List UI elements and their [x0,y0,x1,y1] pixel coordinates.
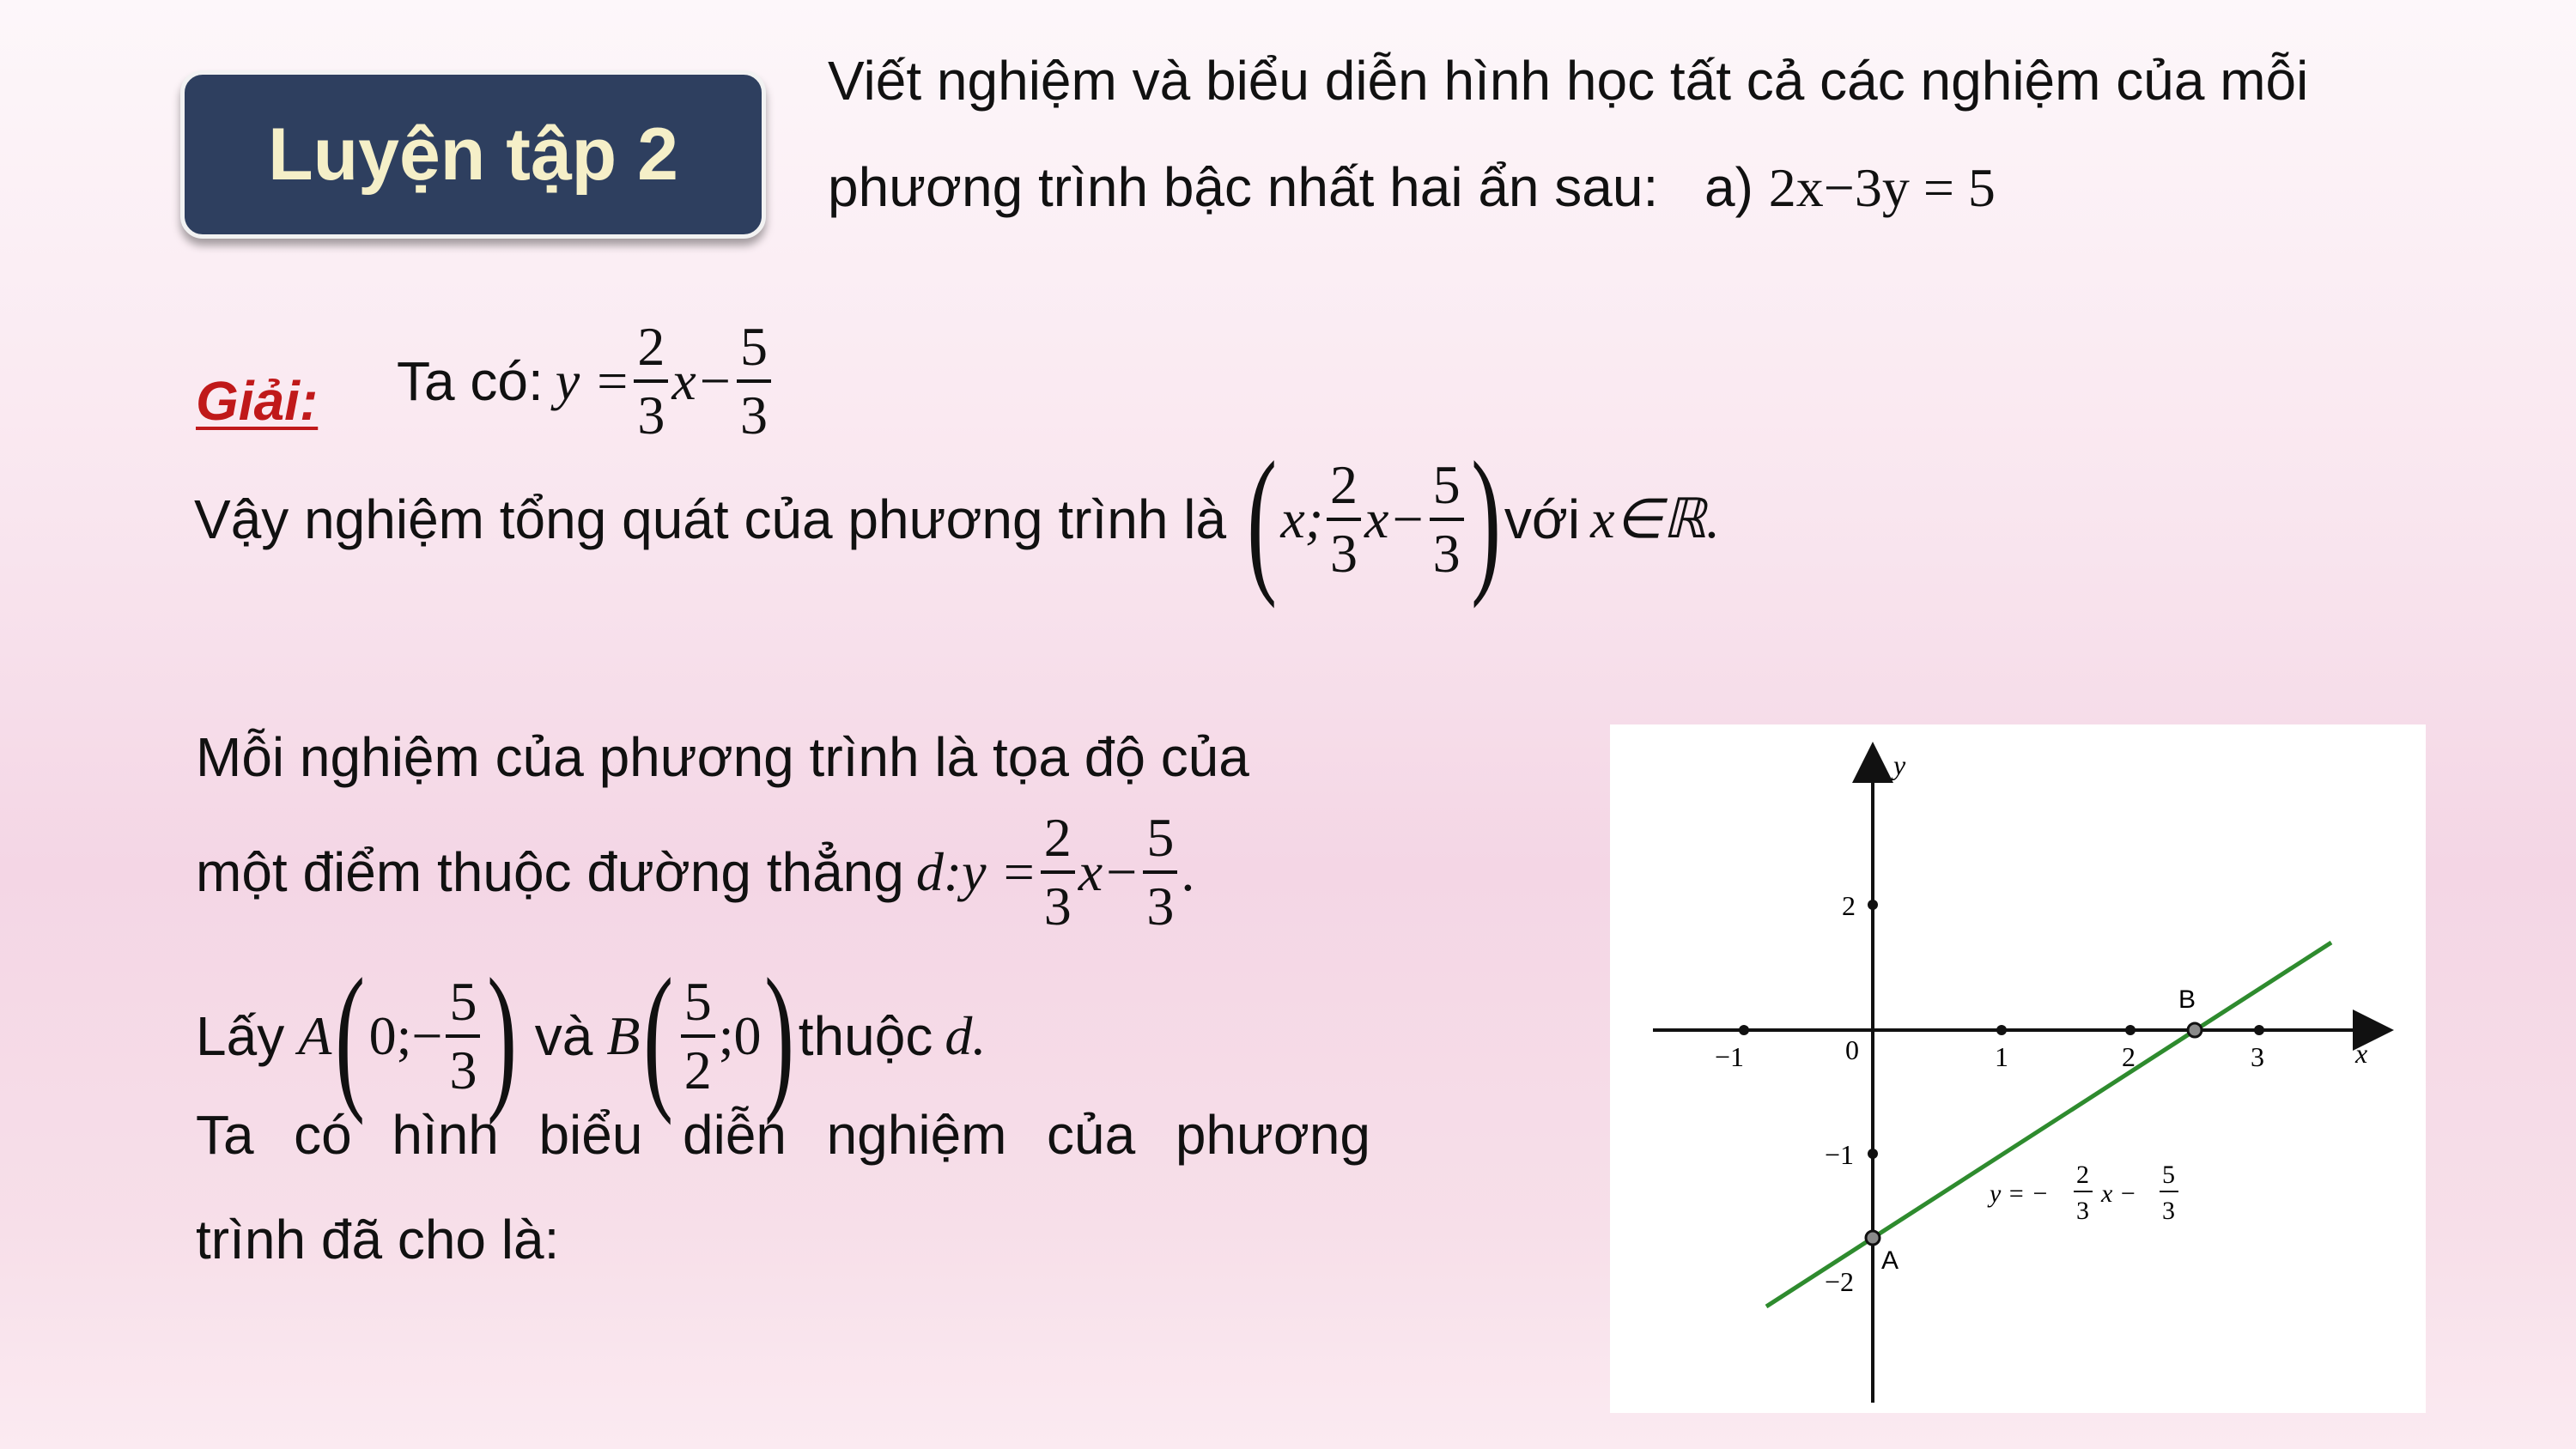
line-d-label [1987,1161,2178,1225]
fraction-denominator: 3 [637,385,665,446]
point-b-label: B [2178,985,2196,1014]
fraction-numerator: 5 [681,974,715,1038]
x-tick-label: 2 [2122,1041,2136,1072]
point-b-marker [2188,1023,2202,1037]
fraction-numerator: 2 [634,319,668,383]
prompt-equation: 2x−3y = 5 [1768,157,1996,218]
line-label-frac1-num: 2 [2076,1161,2089,1189]
y-tick-label: −2 [1825,1266,1855,1297]
prompt-line-1: Viết nghiệm và biểu diễn hình học tất cả các nghiệm của mỗi [828,50,2309,112]
general-open: x; [1280,488,1324,549]
fraction-five-thirds [1430,454,1464,584]
fraction-five-halves [681,971,715,1100]
explanation-line-3 [196,946,987,1126]
graph-svg [1610,724,2426,1413]
point-a-label: A [1881,1246,1899,1275]
open-paren: ( [335,946,366,1126]
lesson-title-badge [180,70,766,239]
close-paren: ) [764,946,795,1126]
explanation-line-1: Mỗi nghiệm của phương trình là tọa độ của [196,726,1249,788]
x-axis-label: x [2355,1038,2368,1069]
point-b-name: B [606,1005,641,1066]
x-tick-dot [1739,1025,1749,1035]
line-label-frac1-den: 3 [2076,1197,2089,1225]
x-tick-dot [2125,1025,2136,1035]
general-domain: x∈ℝ. [1590,488,1720,549]
general-solution-line [194,429,1720,609]
fraction-numerator: 5 [737,319,771,383]
fraction-denominator: 3 [1432,523,1461,584]
y-tick-dot [1868,900,1878,910]
x-tick-dot [2254,1025,2264,1035]
solution-label: Giải: [196,370,319,432]
explanation-line-2-text: một điểm thuộc đường thẳng [196,841,904,903]
x-minus: x− [671,350,733,411]
fraction-two-thirds [1041,807,1075,937]
line-label-prefix: y = − [1990,1179,2049,1208]
y-tick-label: −1 [1825,1139,1855,1170]
x-tick-label: −1 [1715,1041,1745,1072]
y-tick-dot [1868,1149,1878,1159]
general-solution-text: Vậy nghiệm tổng quát của phương trình là [194,488,1227,550]
line-label-x: x − [2101,1179,2137,1208]
take-text: Lấy [196,1005,285,1067]
prompt-line-2-text: phương trình bậc nhất hai ẩn sau: [828,156,1659,218]
lesson-title: Luyện tập 2 [268,112,678,196]
fraction-denominator: 3 [1330,523,1358,584]
general-x-minus: x− [1364,488,1426,549]
fraction-five-thirds [446,971,480,1100]
line-label-frac2-den: 3 [2162,1197,2175,1225]
line-d-period: . [1181,841,1195,902]
fraction-denominator: 3 [739,385,768,446]
line-d-x-minus: x− [1078,841,1140,902]
fraction-numerator: 5 [446,974,480,1038]
solution-ta-co [397,316,775,446]
fraction-denominator: 2 [683,1040,712,1100]
prompt-part-label: a) [1704,156,1753,218]
fraction-numerator: 5 [1430,458,1464,521]
and-text: và [534,1005,593,1067]
fraction-numerator: 5 [1143,810,1177,874]
fraction-numerator: 2 [1327,458,1361,521]
ta-co-text: Ta có: [397,350,544,412]
fraction-two-thirds [1327,454,1361,584]
y-equals: y = [555,350,631,411]
point-b-coord-end: ;0 [718,1005,762,1066]
x-tick-label: 3 [2251,1041,2264,1072]
line-label-frac2-num: 5 [2162,1161,2175,1189]
solution-graph [1610,724,2426,1413]
line-d-name: d. [945,1005,987,1066]
fraction-denominator: 3 [1043,876,1072,937]
explanation-line-2 [196,807,1195,937]
close-paren: ) [1470,429,1501,609]
y-tick-label: 2 [1842,890,1856,921]
fraction-numerator: 2 [1041,810,1075,874]
close-paren: ) [487,946,518,1126]
point-a-coord-start: 0;− [368,1005,443,1066]
explanation-line-4: Ta có hình biểu diễn nghiệm của phương [196,1104,1370,1166]
belongs-text: thuộc [798,1005,933,1067]
origin-label: 0 [1845,1034,1859,1065]
line-d [1766,943,2331,1307]
prompt-line-2 [828,156,1996,218]
general-with: với [1504,488,1581,550]
point-a-marker [1866,1231,1880,1245]
fraction-denominator: 3 [449,1040,477,1100]
y-axis-label: y [1893,749,1906,780]
fraction-five-thirds [737,316,771,446]
explanation-line-5: trình đã cho là: [196,1209,560,1270]
open-paren: ( [1247,429,1278,609]
line-d-equation: d:y = [915,841,1037,902]
x-tick-dot [1996,1025,2007,1035]
point-a-name: A [298,1005,332,1066]
fraction-two-thirds [634,316,668,446]
x-tick-label: 1 [1995,1041,2008,1072]
fraction-five-thirds [1143,807,1177,937]
open-paren: ( [643,946,674,1126]
fraction-denominator: 3 [1146,876,1175,937]
